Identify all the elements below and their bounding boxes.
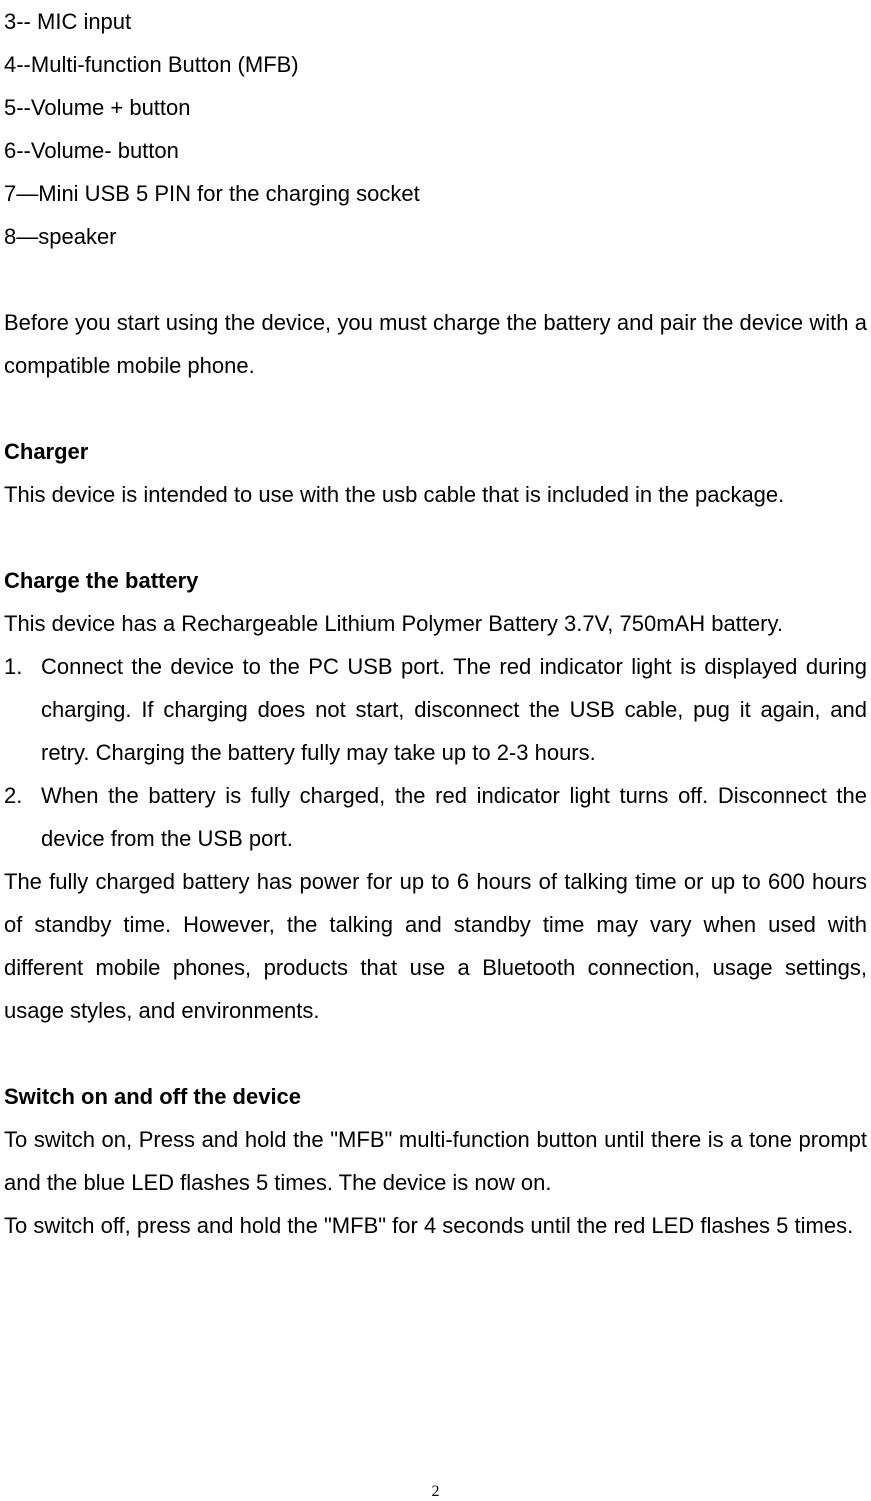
parts-list-item: 4--Multi-function Button (MFB) bbox=[4, 52, 299, 77]
charging-step bbox=[4, 774, 867, 860]
charger-heading: Charger bbox=[4, 439, 89, 464]
parts-list-item: 3-- MIC input bbox=[4, 9, 132, 34]
battery-life-paragraph: The fully charged battery has power for up to 6 hours of talking time or up to 600 hours of standby time. However, the talking and standby time may vary when used with different mobile phones, products that use a Bluetooth connection, usage settings, usage styles, and environments. bbox=[4, 869, 867, 1023]
page-number: 2 bbox=[431, 1483, 440, 1500]
step-text: Connect the device to the PC USB port. The red indicator light is displayed during charging. If charging does not start, disconnect the USB cable, pug it again, and retry. Charging the battery fully may take up to 2-3 hours. bbox=[41, 654, 867, 765]
step-number: 2. bbox=[4, 783, 23, 808]
switch-off-paragraph: To switch off, press and hold the "MFB" for 4 seconds until the red LED flashes 5 times. bbox=[4, 1213, 854, 1238]
step-text: When the battery is fully charged, the red indicator light turns off. Disconnect the device from the USB port. bbox=[41, 783, 867, 851]
switch-on-paragraph: To switch on, Press and hold the "MFB" multi-function button until there is a tone prompt and the blue LED flashes 5 times. The device is now on. bbox=[4, 1127, 867, 1195]
charging-step bbox=[4, 645, 867, 774]
charge-battery-paragraph: This device has a Rechargeable Lithium Polymer Battery 3.7V, 750mAH battery. bbox=[4, 611, 783, 636]
intro-paragraph: Before you start using the device, you must charge the battery and pair the device with a compatible mobile phone. bbox=[4, 310, 867, 378]
switch-heading: Switch on and off the device bbox=[4, 1084, 302, 1109]
parts-list-item: 5--Volume + button bbox=[4, 95, 191, 120]
document-page bbox=[4, 0, 867, 1247]
parts-list-item: 8—speaker bbox=[4, 224, 117, 249]
parts-list bbox=[4, 0, 867, 258]
charger-paragraph: This device is intended to use with the usb cable that is included in the package. bbox=[4, 482, 785, 507]
charge-battery-heading: Charge the battery bbox=[4, 568, 199, 593]
parts-list-item: 6--Volume- button bbox=[4, 138, 179, 163]
parts-list-item: 7—Mini USB 5 PIN for the charging socket bbox=[4, 181, 420, 206]
step-number: 1. bbox=[4, 654, 23, 679]
